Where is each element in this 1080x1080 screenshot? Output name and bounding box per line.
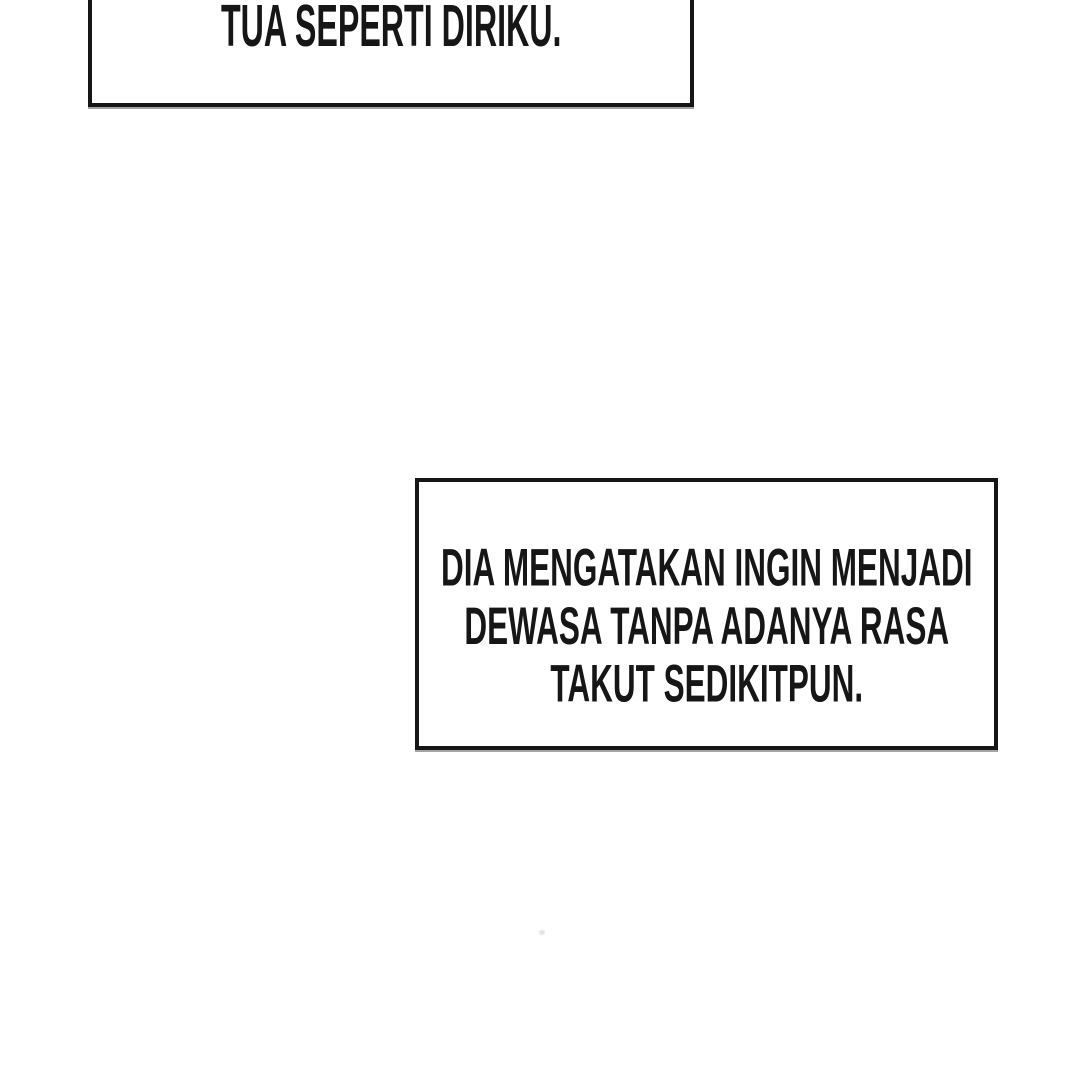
speech-bubble-top — [88, 0, 694, 107]
speech-bubble-top-text — [220, 0, 562, 59]
speech-line: DEWASA TANPA ADANYA RASA — [464, 596, 949, 656]
paper-speck — [539, 930, 545, 935]
speech-line: TAKUT SEDIKITPUN. — [550, 654, 863, 714]
speech-bubble-middle-text — [441, 540, 972, 714]
speech-bubble-middle — [415, 478, 998, 750]
speech-line: DIA MENGATAKAN INGIN MENJADI — [440, 538, 973, 598]
speech-line: TUA SEPERTI DIRIKU. — [220, 0, 562, 59]
